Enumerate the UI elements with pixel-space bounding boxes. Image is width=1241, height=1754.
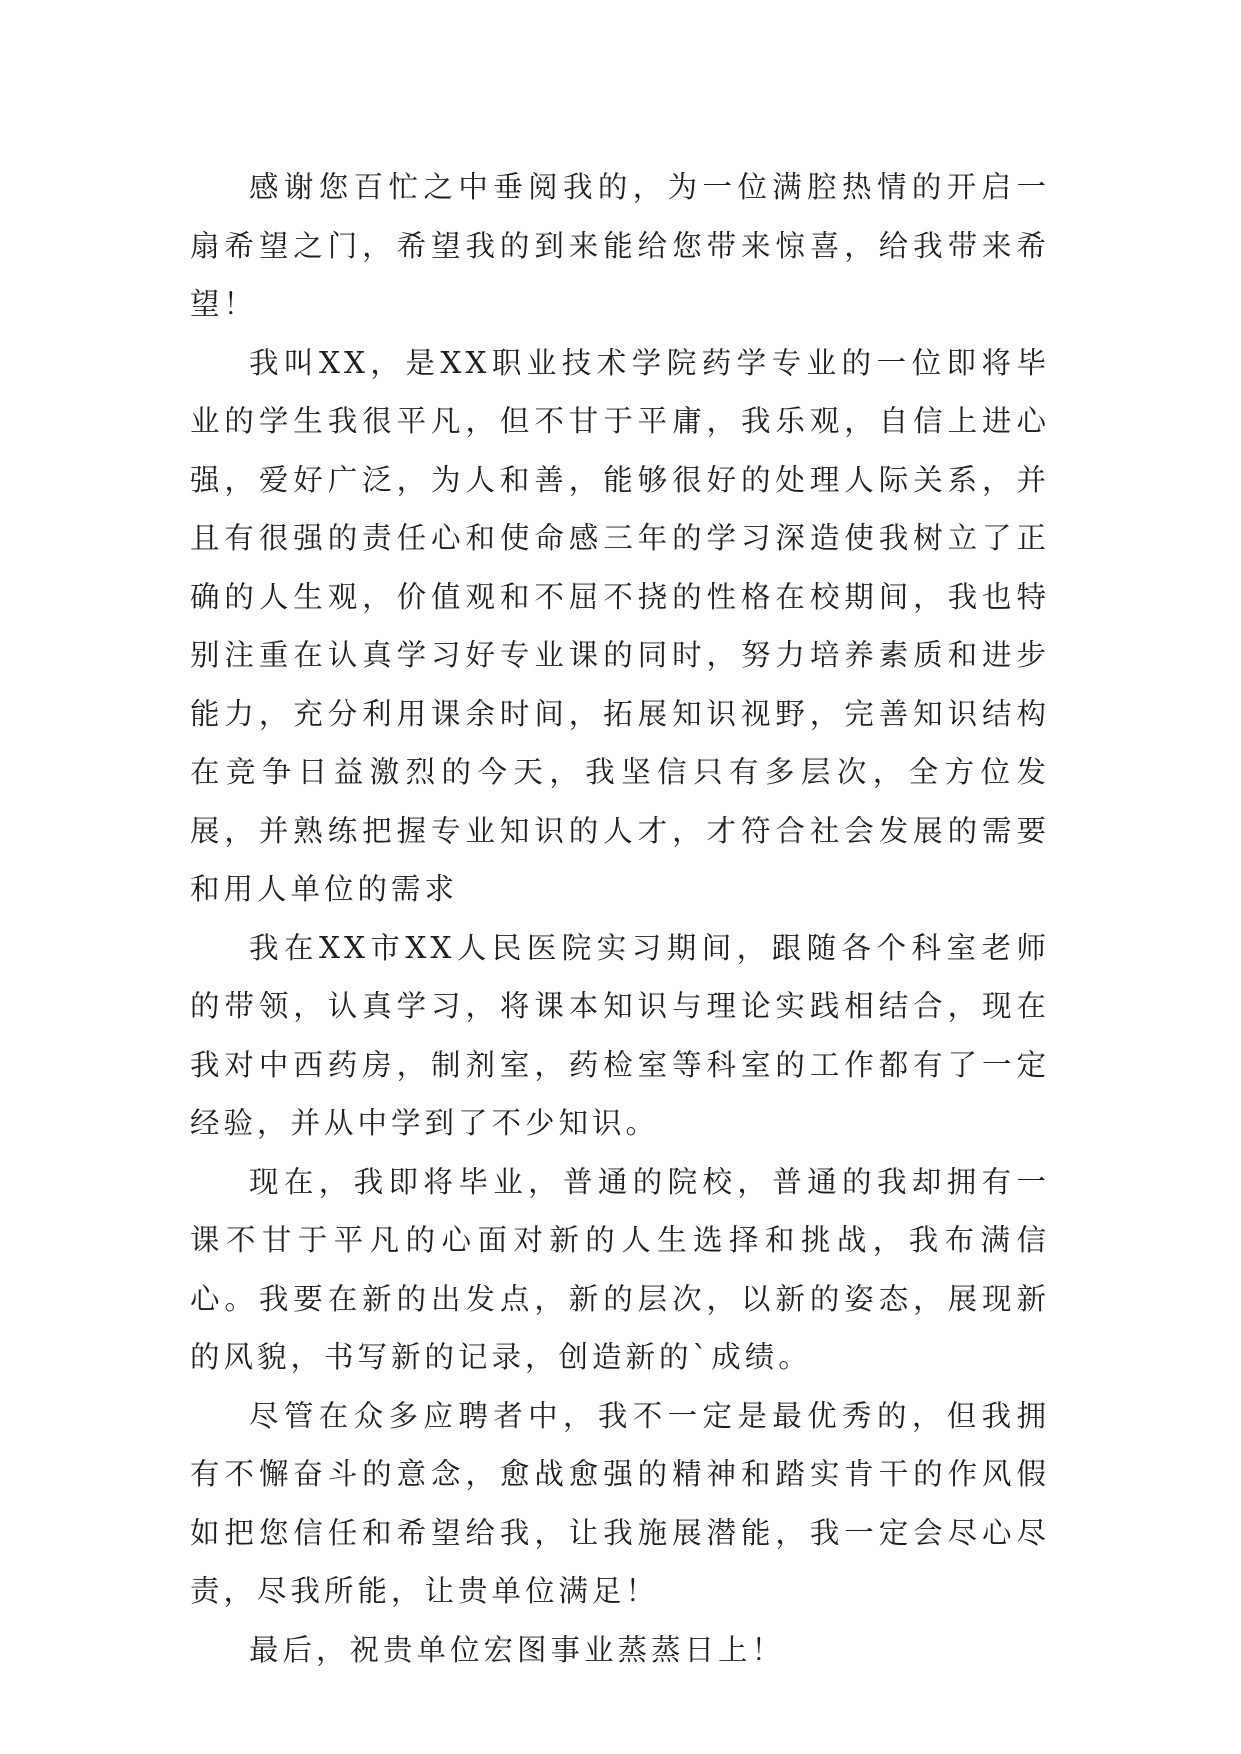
paragraph-internship: 我在XX市XX人民医院实习期间，跟随各个科室老师的带领，认真学习，将课本知识与理论实践相结合，现在我对中西药房，制剂室，药检室等科室的工作都有了一定经验，并从中学到了不少知识。	[190, 930, 1050, 1140]
paragraph-graduation: 现在，我即将毕业，普通的院校，普通的我却拥有一课不甘于平凡的心面对新的人生选择和挑战，我布满信心。我要在新的出发点，新的层次，以新的姿态，展现新的风貌，书写新的记录，创造新的`成绩。	[190, 1164, 1050, 1374]
paragraph-opening: 感谢您百忙之中垂阅我的，为一位满腔热情的开启一扇希望之门，希望我的到来能给您带来惊喜，给我带来希望！	[190, 170, 1050, 321]
paragraph-closing: 最后，祝贵单位宏图事业蒸蒸日上！	[249, 1632, 786, 1667]
paragraph-introduction: 我叫XX，是XX职业技术学院药学专业的一位即将毕业的学生我很平凡，但不甘于平庸，我乐观，自信上进心强，爱好广泛，为人和善，能够很好的处理人际关系，并且有很强的责任心和使命感三年的学习深造使我树立了正确的人生观，价值观和不屈不挠的性格在校期间，我也特别注重在认真学习好专业课的同时，努力培养素质和进步能力，充分利用课余时间，拓展知识视野，完善知识结构在竞争日益激烈的今天，我坚信只有多层次，全方位发展，并熟练把握专业知识的人才，才符合社会发展的需要和用人单位的需求	[190, 345, 1050, 906]
paragraph-commitment: 尽管在众多应聘者中，我不一定是最优秀的，但我拥有不懈奋斗的意念，愈战愈强的精神和踏实肯干的作风假如把您信任和希望给我，让我施展潜能，我一定会尽心尽责，尽我所能，让贵单位满足！	[190, 1398, 1050, 1608]
letter-body	[190, 158, 1050, 1679]
